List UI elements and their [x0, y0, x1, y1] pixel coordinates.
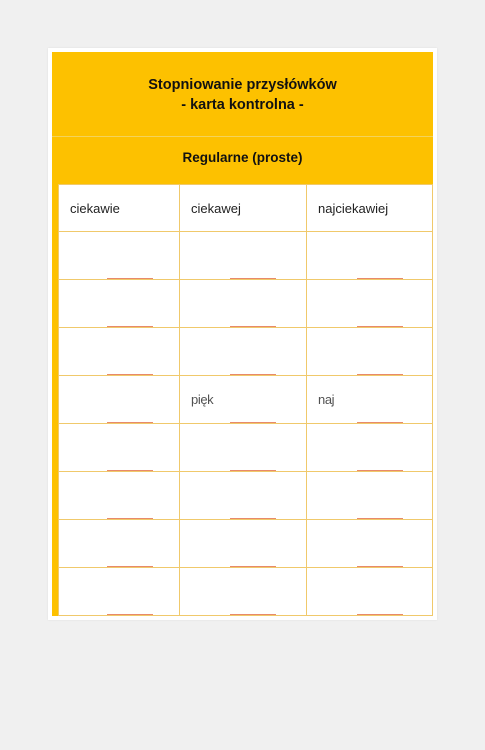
positive-cell[interactable]	[59, 568, 180, 616]
positive-cell[interactable]	[59, 328, 180, 376]
table-row	[59, 424, 433, 472]
superlative-cell[interactable]	[307, 328, 433, 376]
table-row	[59, 520, 433, 568]
superlative-cell[interactable]	[307, 568, 433, 616]
positive-cell[interactable]	[59, 376, 180, 424]
positive-cell[interactable]	[59, 520, 180, 568]
table-row	[59, 232, 433, 280]
superlative-cell: najciekawiej	[307, 185, 433, 232]
comparative-cell[interactable]	[180, 472, 307, 520]
table-row	[59, 472, 433, 520]
table-row	[59, 376, 433, 424]
comparative-cell[interactable]: pięk	[180, 376, 307, 424]
positive-cell[interactable]	[59, 472, 180, 520]
adverb-table	[58, 184, 433, 616]
comparative-cell[interactable]	[180, 424, 307, 472]
positive-cell[interactable]	[59, 232, 180, 280]
table-row	[59, 328, 433, 376]
control-card	[52, 52, 433, 616]
positive-cell[interactable]	[59, 280, 180, 328]
title-line-1: Stopniowanie przysłówków	[148, 77, 337, 93]
comparative-cell: ciekawej	[180, 185, 307, 232]
superlative-cell[interactable]	[307, 424, 433, 472]
comparative-cell[interactable]	[180, 328, 307, 376]
positive-cell: ciekawie	[59, 185, 180, 232]
superlative-cell[interactable]	[307, 280, 433, 328]
comparative-cell[interactable]	[180, 280, 307, 328]
comparative-cell[interactable]	[180, 568, 307, 616]
table-row	[59, 280, 433, 328]
section-heading: Regularne (proste)	[182, 150, 303, 165]
superlative-cell[interactable]	[307, 472, 433, 520]
card-title	[52, 75, 433, 115]
superlative-cell[interactable]	[307, 520, 433, 568]
document-page	[48, 48, 437, 620]
title-line-2: - karta kontrolna -	[181, 97, 304, 113]
superlative-cell[interactable]: naj	[307, 376, 433, 424]
superlative-cell[interactable]	[307, 232, 433, 280]
table-row	[59, 185, 433, 232]
positive-cell[interactable]	[59, 424, 180, 472]
comparative-cell[interactable]	[180, 520, 307, 568]
table-row	[59, 568, 433, 616]
comparative-cell[interactable]	[180, 232, 307, 280]
title-divider	[52, 136, 433, 137]
